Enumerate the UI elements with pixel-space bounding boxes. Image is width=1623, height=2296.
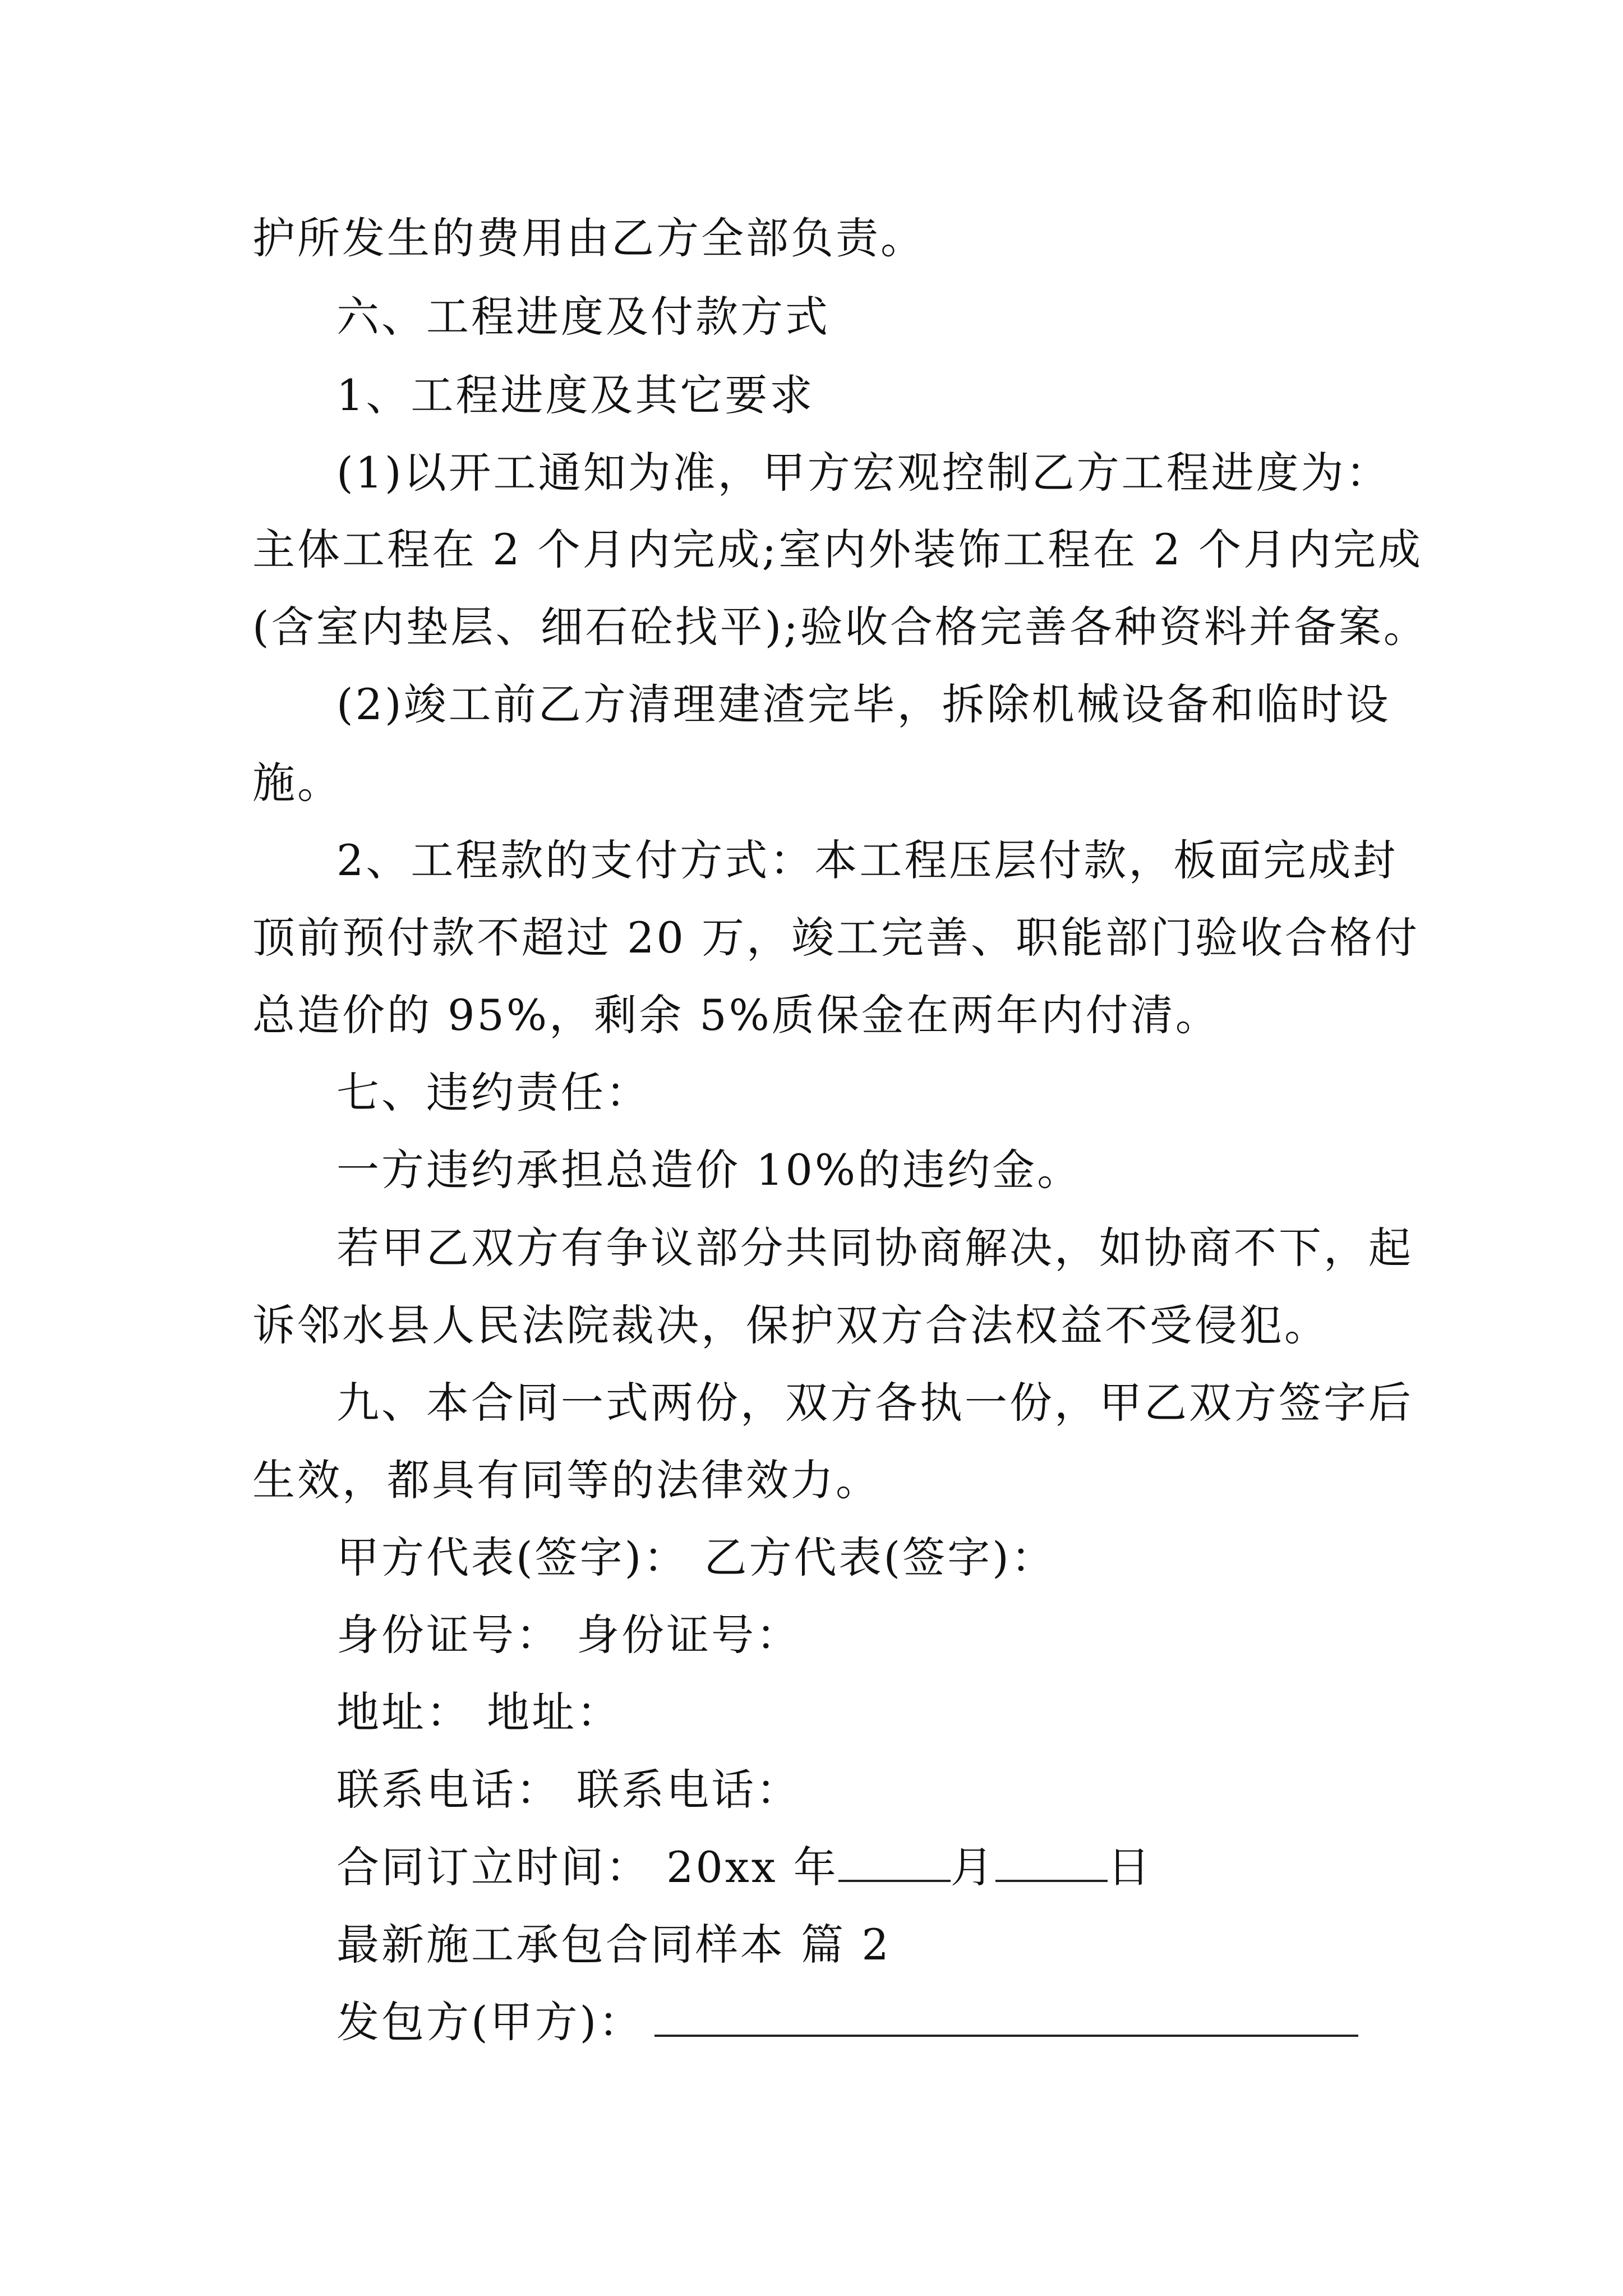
day-blank (995, 1841, 1108, 1882)
month-blank (838, 1841, 951, 1882)
text-line: 诉邻水县人民法院裁决，保护双方合法权益不受侵犯。 (252, 1300, 1329, 1350)
contractor-blank (654, 1995, 1358, 2037)
text-line: 护所发生的费用由乙方全部负责。 (252, 213, 925, 263)
address-line: 地址： 地址： (336, 1687, 622, 1737)
signature-line: 甲方代表(签字)： 乙方代表(签字)： (336, 1533, 1056, 1582)
subsection-heading: 1、工程进度及其它要求 (336, 370, 815, 420)
contract-date-line (336, 1839, 1152, 1895)
text-line: 总造价的 95%，剩余 5%质保金在两年内付清。 (252, 990, 1220, 1040)
contractor-line (336, 1994, 1358, 2050)
text-line: (含室内垫层、细石砼找平);验收合格完善各种资料并备案。 (252, 602, 1428, 652)
text-line: 2、工程款的支付方式：本工程压层付款，板面完成封 (336, 835, 1398, 885)
month-label: 月 (950, 1842, 995, 1892)
contractor-label: 发包方(甲方)： (336, 1997, 644, 2047)
section-title: 最新施工承包合同样本 篇 2 (336, 1920, 891, 1970)
contract-date-label: 合同订立时间： 20xx 年 (336, 1842, 838, 1892)
text-line: 九、本合同一式两份，双方各执一份，甲乙双方签字后 (336, 1378, 1413, 1428)
text-line: 施。 (252, 758, 342, 808)
text-line: (2)竣工前乙方清理建渣完毕，拆除机械设备和临时设 (336, 679, 1391, 729)
text-line: (1)以开工通知为准，甲方宏观控制乙方工程进度为： (336, 448, 1391, 498)
text-line: 主体工程在 2 个月内完成;室内外装饰工程在 2 个月内完成 (252, 524, 1423, 574)
section-heading: 七、违约责任： (336, 1068, 651, 1117)
text-line: 一方违约承担总造价 10%的违约金。 (336, 1145, 1082, 1195)
section-heading: 六、工程进度及付款方式 (336, 292, 830, 342)
id-number-line: 身份证号： 身份证号： (336, 1610, 801, 1660)
text-line: 生效，都具有同等的法律效力。 (252, 1455, 880, 1505)
text-line: 顶前预付款不超过 20 万，竣工完善、职能部门验收合格付 (252, 913, 1420, 963)
day-label: 日 (1107, 1842, 1152, 1892)
text-line: 若甲乙双方有争议部分共同协商解决，如协商不下，起 (336, 1223, 1413, 1273)
phone-line: 联系电话： 联系电话： (336, 1765, 801, 1815)
